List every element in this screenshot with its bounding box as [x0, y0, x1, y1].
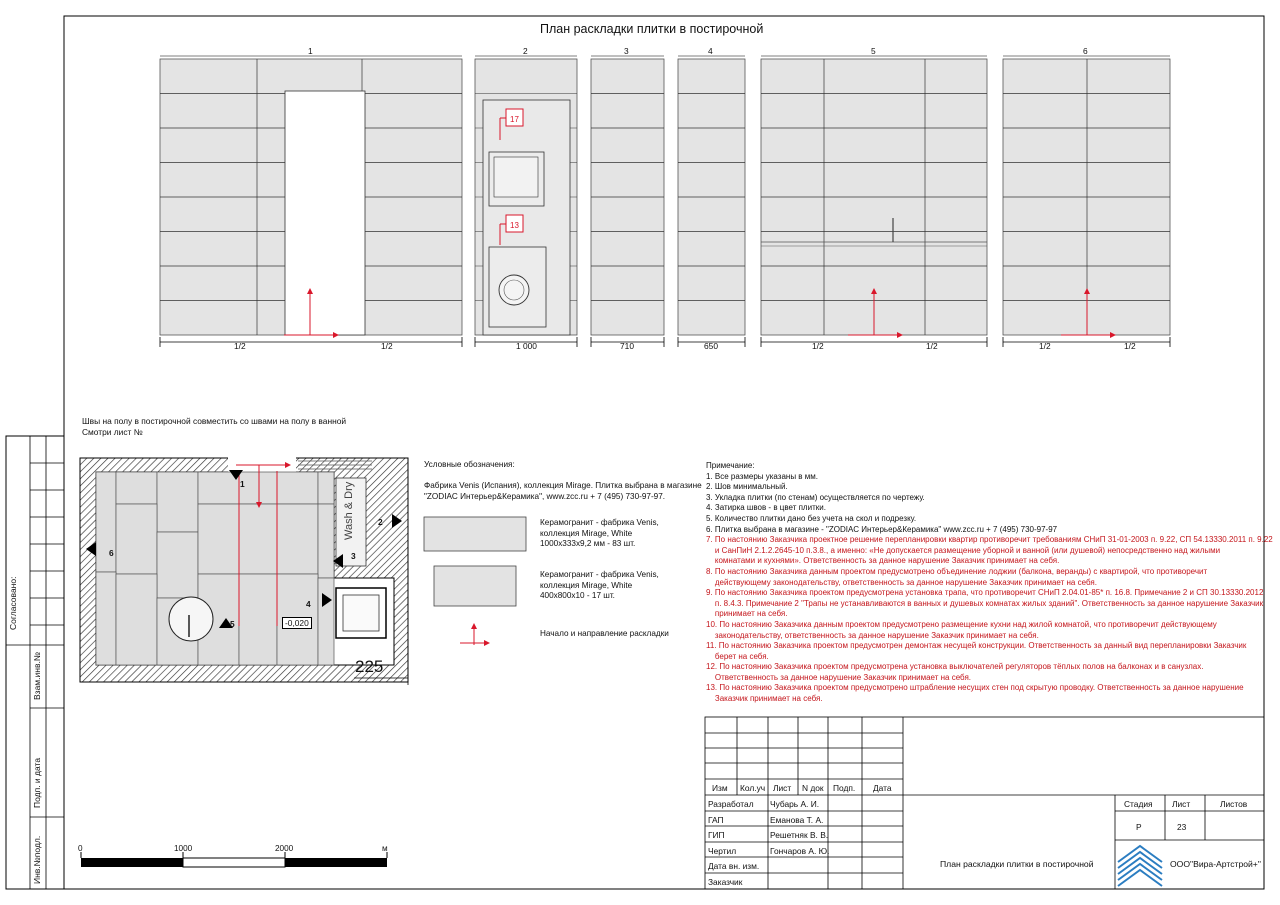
- floor-tile: [116, 574, 157, 665]
- elevation-dim-2-1: 1 000: [516, 341, 537, 351]
- legend-title: Условные обозначения:: [424, 460, 515, 469]
- stamp-col-5: Подп.: [833, 783, 856, 793]
- legend-intro-1: Фабрика Venis (Испания), коллекция Mirage. Плитка выбрана в магазине: [424, 481, 702, 490]
- elevation-dim-3-1: 710: [620, 341, 634, 351]
- elevation-number-2: 2: [523, 46, 528, 56]
- note-red-line: Ответственность за данное нарушение Заказчик принимает на себя.: [706, 672, 972, 682]
- scale-label-1000: 1000: [174, 844, 193, 853]
- elevation-dim-5-2: 1/2: [926, 341, 938, 351]
- sheet-title: План раскладки плитки в постирочной: [540, 22, 764, 36]
- note-red-line: берет на себя.: [706, 651, 769, 661]
- floor-tile: [318, 578, 334, 665]
- stamp-stage-label: Стадия: [1124, 799, 1153, 809]
- floor-tile: [239, 504, 277, 574]
- note-red-line: 8. По настоянию Заказчика данным проектом предусмотрено объединение лоджии (балкона, веранды) с квартирой, что противоречит: [706, 566, 1208, 576]
- tag-17: 17: [510, 115, 519, 124]
- note-red-line: 7. По настоянию Заказчика проектное решение перепланировки квартир противоречит требованиям СНиП 31-01-2003 п. 9.22, СП 54.13330.2011 п. 9.22: [706, 535, 1273, 545]
- note-red-line: и СанПиН 2.1.2.2645-10 п.3.8., а именно: «Не допускается размещение уборной и ванной (или душевой) непосредственно над жилыми: [706, 545, 1221, 555]
- note-black-line: 5. Количество плитки дано без учета на скол и подрезку.: [706, 513, 917, 523]
- notes-block: [706, 461, 1273, 705]
- floor-plan: [80, 456, 408, 685]
- elevation-number-5: 5: [871, 46, 876, 56]
- elevation-dim-5-1: 1/2: [812, 341, 824, 351]
- legend-item-1: Керамогранит - фабрика Venis, коллекция Mirage, White 1000x333x9,2 мм - 83 шт.: [540, 518, 659, 548]
- wall-marker-label-5: 5: [230, 619, 235, 629]
- notes-black: [706, 472, 1273, 536]
- side-stamp-agreed: Согласовано:: [8, 576, 18, 630]
- floor-plan-note-1: Швы на полу в постирочной совместить со швами на полу в ванной: [82, 416, 347, 426]
- floor-plan-note-2: Смотри лист №: [82, 427, 143, 437]
- wall-marker-label-4: 4: [306, 599, 311, 609]
- plan-dimension: 225: [355, 657, 384, 676]
- legend-arrow-symbol: [460, 624, 489, 645]
- stamp-col-1: Изм: [712, 783, 728, 793]
- company-logo: [1117, 843, 1163, 887]
- legend-item-3: Начало и направление раскладки: [540, 629, 669, 638]
- floor-tile: [318, 504, 334, 578]
- note-red-line: 12. По настоянию Заказчика проектом предусмотрена установка выключателей регуляторов тёплых полов на балконах и в санузлах.: [706, 662, 1204, 672]
- note-red-line: законодательству, ответственность за данное нарушение Заказчик принимает на себя.: [706, 630, 1039, 640]
- legend-swatch-small: [434, 566, 516, 606]
- notes-red: [706, 535, 1273, 705]
- wall-marker-label-3: 3: [351, 551, 356, 561]
- stamp-col-6: Дата: [873, 783, 892, 793]
- stamp-company: ООО"Вира-Артстрой+": [1170, 859, 1261, 869]
- notes-title: Примечание:: [706, 461, 755, 470]
- stamp-name-2: Еманова Т. А.: [770, 815, 824, 825]
- side-stamp-inv-orig: Инв.№подл.: [32, 835, 42, 884]
- note-red-line: п. 8.4.3. Примечание 2 "Трапы не устанавливаются в ванных и душевых комнатах жилых зданий". Ответственность за данное нарушение Заказчик: [706, 598, 1264, 608]
- stamp-stage: Р: [1136, 822, 1142, 832]
- note-red-line: Заказчик принимает на себя.: [706, 694, 823, 704]
- note-red-line: 11. По настоянию Заказчика проектом предусмотрен демонтаж несущей конструкции. Ответственность за данный вид перепланировки Заказчик: [706, 641, 1247, 651]
- elevation-number-1: 1: [308, 46, 313, 56]
- note-red-line: 10. По настоянию Заказчика данным проектом предусмотрено размещение кухни над жилой комнатой, что противоречит действующему: [706, 619, 1217, 629]
- scale-label-unit: м: [382, 844, 388, 853]
- legend-swatch-large: [424, 517, 526, 551]
- floor-tiles: [96, 472, 334, 665]
- elevation-dim-6-2: 1/2: [1124, 341, 1136, 351]
- note-black-line: 6. Плитка выбрана в магазине - "ZODIAC Интерьер&Керамика" www.zcc.ru + 7 (495) 730-97-97: [706, 524, 1058, 534]
- stamp-role-3: ГИП: [708, 830, 725, 840]
- side-stamp-sign-date: Подп. и дата: [32, 757, 42, 808]
- note-red-line: 13. По настоянию Заказчика проектом предусмотрено штрабление несущих стен под скрытую проводку. Ответственность за данное нарушение: [706, 683, 1244, 693]
- stamp-col-4: N док: [802, 783, 824, 793]
- stamp-role-1: Разработал: [708, 799, 754, 809]
- elevation-4: [678, 56, 745, 347]
- floor-tile: [198, 472, 239, 504]
- note-black-line: 1. Все размеры указаны в мм.: [706, 471, 818, 481]
- elevation-3: [591, 56, 664, 347]
- wall-marker-label-6: 6: [109, 548, 114, 558]
- wall-marker-label-1: 1: [240, 479, 245, 489]
- elevation-dim-1-1: 1/2: [234, 341, 246, 351]
- floor-tile: [198, 504, 239, 574]
- note-red-line: 9. По настоянию Заказчика проектом предусмотрена установка трапа, что противоречит СНиП 2.04.01-85* п. 16.8. Примечание 2 и СП 30.13330.2012: [706, 588, 1264, 598]
- elevation-number-4: 4: [708, 46, 713, 56]
- scale-label-2000: 2000: [275, 844, 294, 853]
- door-opening: [285, 91, 365, 335]
- floor-tile: [239, 574, 277, 665]
- plan-washer-label: Wash & Dry: [343, 481, 355, 540]
- plan-sink: [169, 597, 213, 641]
- plan-level-mark: -0,020: [282, 617, 312, 629]
- stamp-role-2: ГАП: [708, 815, 724, 825]
- elevation-dim-6-1: 1/2: [1039, 341, 1051, 351]
- elevation-number-3: 3: [624, 46, 629, 56]
- elevation-2-details: [475, 94, 577, 336]
- floor-tile: [318, 472, 334, 504]
- note-black-line: 3. Укладка плитки (по стенам) осуществляется по чертежу.: [706, 492, 925, 502]
- stamp-name-1: Чубарь А. И.: [770, 799, 820, 809]
- wall-marker-label-2: 2: [378, 517, 383, 527]
- legend-item-2: Керамогранит - фабрика Venis, коллекция Mirage, White 400x800x10 - 17 шт.: [540, 570, 659, 600]
- stamp-role-4: Чертил: [708, 846, 737, 856]
- floor-tile: [157, 472, 198, 532]
- wall-elevations: [160, 56, 1170, 347]
- stamp-col-2: Кол.уч: [740, 783, 766, 793]
- tag-13: 13: [510, 221, 519, 230]
- stamp-name-3: Решетняк В. В.: [770, 830, 829, 840]
- note-red-line: действующему законодательству, ответственность за данное нарушение Заказчик принимает на себя.: [706, 577, 1097, 587]
- floor-tile: [277, 504, 318, 574]
- legend-intro-2: "ZODIAC Интерьер&Керамика", www.zcc.ru + 7 (495) 730-97-97.: [424, 492, 666, 501]
- floor-tile: [96, 572, 116, 665]
- floor-tile: [277, 472, 318, 504]
- stamp-name-4: Гончаров А. Ю.: [770, 846, 830, 856]
- stamp-title: План раскладки плитки в постирочной: [940, 859, 1094, 869]
- scale-bar: [81, 852, 387, 867]
- stamp-role-6: Заказчик: [708, 877, 743, 887]
- floor-tile: [116, 504, 157, 574]
- note-red-line: комнатами и кухнями». Ответственность за данное нарушение Заказчик принимает на себя.: [706, 556, 1060, 566]
- elevation-dim-4-1: 650: [704, 341, 718, 351]
- stamp-sheet-label: Лист: [1172, 799, 1191, 809]
- elevation-dim-1-2: 1/2: [381, 341, 393, 351]
- stamp-role-5: Дата вн. изм.: [708, 861, 760, 871]
- scale-label-0: 0: [78, 844, 83, 853]
- floor-tile: [157, 532, 198, 598]
- note-black-line: 2. Шов минимальный.: [706, 482, 788, 492]
- floor-tile: [116, 472, 157, 504]
- note-red-line: принимает на себя.: [706, 609, 788, 619]
- stamp-col-3: Лист: [773, 783, 792, 793]
- stamp-sheet: 23: [1177, 822, 1187, 832]
- elevation-number-6: 6: [1083, 46, 1088, 56]
- side-stamp-replaced-inv: Взам.инв.№: [32, 652, 42, 700]
- stamp-sheets-label: Листов: [1220, 799, 1248, 809]
- note-black-line: 4. Затирка швов - в цвет плитки.: [706, 503, 826, 513]
